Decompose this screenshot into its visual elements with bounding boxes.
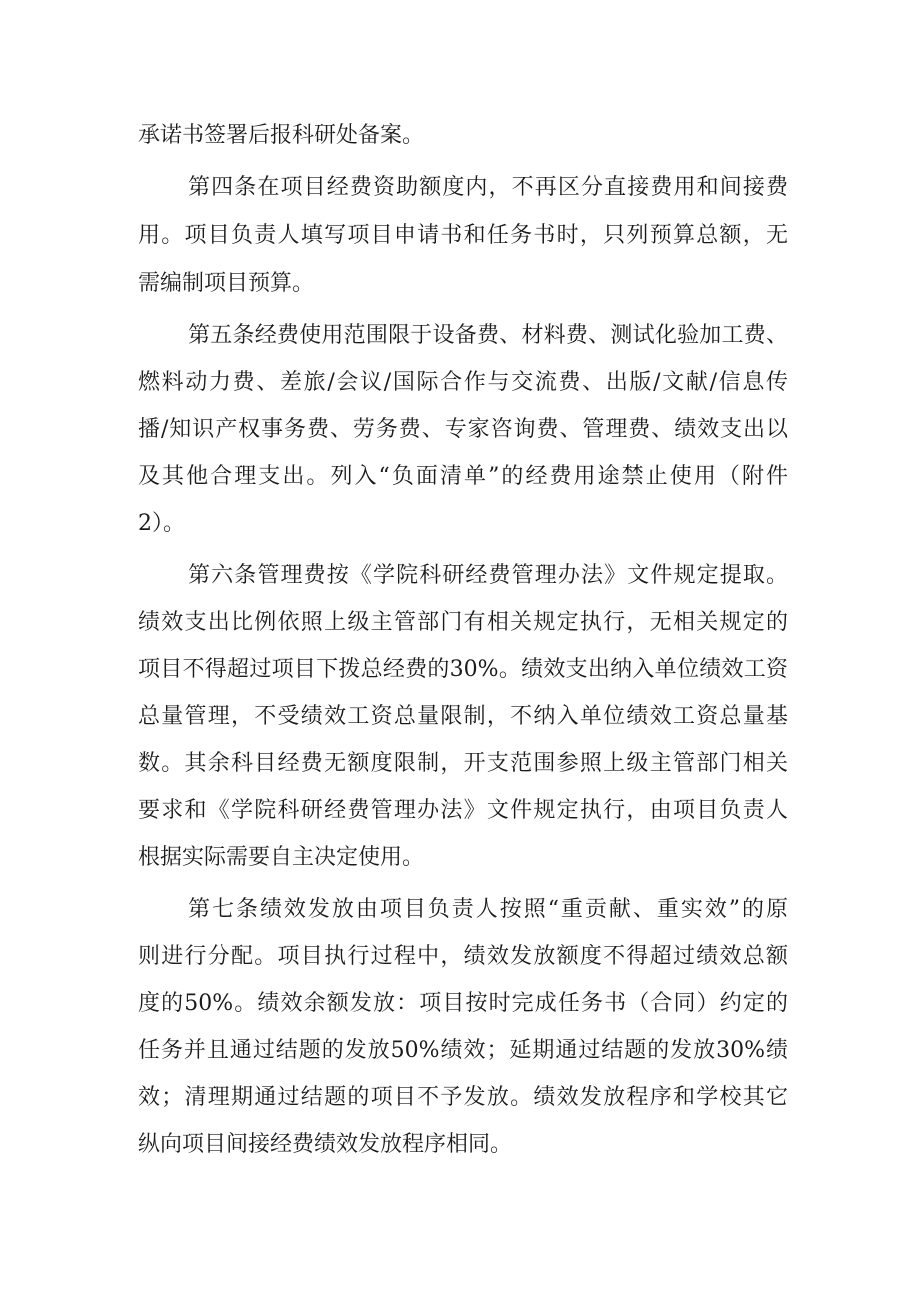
text-line: 2）。 [138, 511, 185, 536]
text-line: 数。其余科目经费无额度限制，开支范围参照上级主管部门相关 [138, 751, 788, 776]
text-line: 纵向项目间接经费绩效发放程序相同。 [138, 1132, 513, 1157]
text-line: 播/知识产权事务费、劳务费、专家咨询费、管理费、绩效支出以 [138, 417, 788, 442]
text-line: 用。项目负责人填写项目申请书和任务书时，只列预算总额，无 [138, 223, 788, 248]
text-line: 第五条经费使用范围限于设备费、材料费、测试化验加工费、 [188, 323, 788, 348]
text-line: 第六条管理费按《学院科研经费管理办法》文件规定提取。 [188, 563, 788, 588]
text-line: 任务并且通过结题的发放50%绩效；延期通过结题的发放30%绩 [138, 1038, 788, 1063]
text-line: 项目不得超过项目下拨总经费的30%。绩效支出纳入单位绩效工资 [138, 657, 788, 682]
text-line: 度的50%。绩效余额发放：项目按时完成任务书（合同）约定的 [138, 991, 788, 1016]
text-line: 根据实际需要自主决定使用。 [138, 845, 425, 870]
text-line: 要求和《学院科研经费管理办法》文件规定执行，由项目负责人 [138, 798, 788, 823]
text-line: 则进行分配。项目执行过程中，绩效发放额度不得超过绩效总额 [138, 944, 788, 969]
text-line: 承诺书签署后报科研处备案。 [138, 123, 425, 148]
text-line: 第七条绩效发放由项目负责人按照“重贡献、重实效”的原 [188, 897, 788, 922]
text-line: 总量管理，不受绩效工资总量限制，不纳入单位绩效工资总量基 [138, 704, 788, 729]
text-line: 效；清理期通过结题的项目不予发放。绩效发放程序和学校其它 [138, 1085, 788, 1110]
text-line: 绩效支出比例依照上级主管部门有相关规定执行，无相关规定的 [138, 610, 788, 635]
text-line: 第四条在项目经费资助额度内，不再区分直接费用和间接费 [188, 175, 788, 200]
text-line: 及其他合理支出。列入“负面清单”的经费用途禁止使用（附件 [138, 464, 788, 489]
text-line: 需编制项目预算。 [138, 271, 315, 296]
text-line: 燃料动力费、差旅/会议/国际合作与交流费、出版/文献/信息传 [138, 370, 788, 395]
